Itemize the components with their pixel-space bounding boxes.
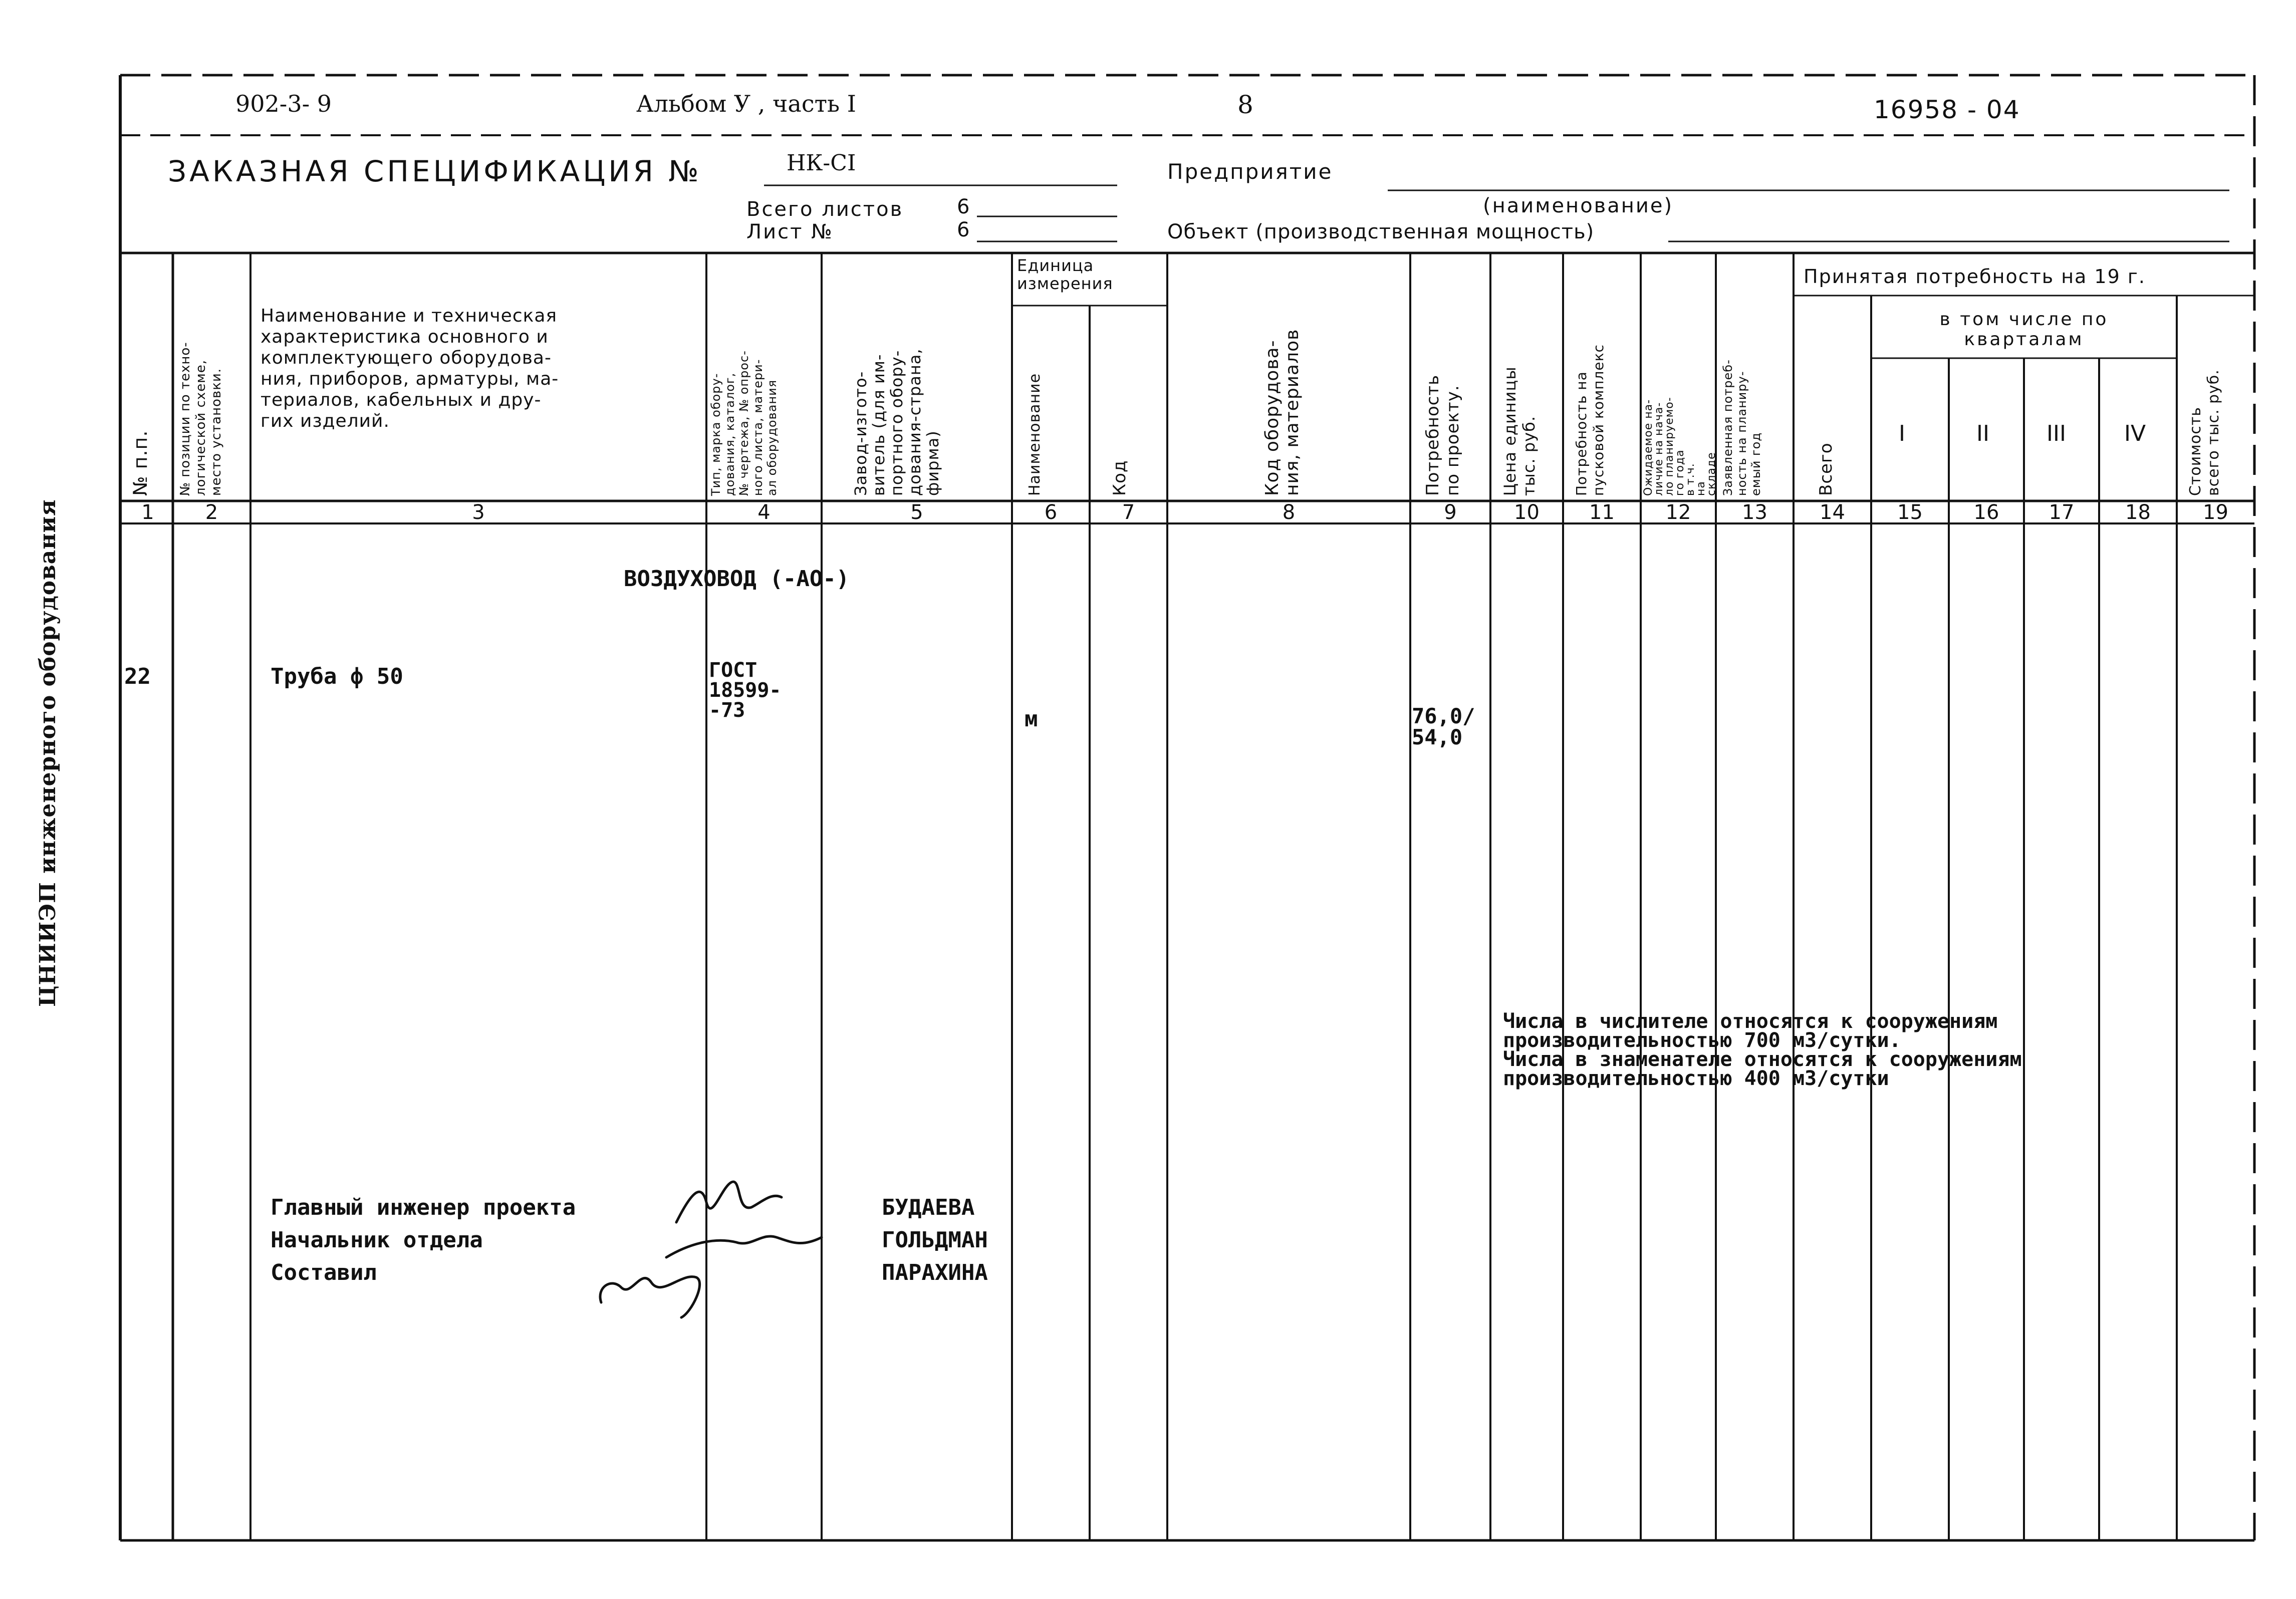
col-10-label: Цена единицы тыс. руб. xyxy=(1500,366,1539,496)
col-13-label: Заявленная потреб- ность на планиру- емый год xyxy=(1721,359,1763,496)
col-num-3: 3 xyxy=(472,501,485,524)
sheet-value: 6 xyxy=(957,218,971,241)
total-sheets-label: Всего листов xyxy=(746,198,904,221)
col-num-8: 8 xyxy=(1282,501,1296,524)
col-num-10: 10 xyxy=(1514,501,1540,524)
total-sheets-value: 6 xyxy=(957,195,971,218)
col-4-label: Тип, марка обору- дования, каталог, № чертежа, № опрос- ного листа, матери- ал оборудования xyxy=(709,350,779,496)
col-num-4: 4 xyxy=(757,501,771,524)
side-stamp: ЦНИИЭП инженерного оборудования xyxy=(35,499,61,1007)
col-num-19: 19 xyxy=(2203,501,2228,524)
note-line-3: Числа в знаменателе относятся к сооружениям xyxy=(1503,1048,2022,1071)
note-line-2: производительностью 700 м3/сутки. xyxy=(1503,1029,1901,1052)
row-number: 22 xyxy=(124,664,151,689)
col-11-label: Потребность на пусковой комплекс xyxy=(1573,344,1607,496)
signature-name-department-head: ГОЛЬДМАН xyxy=(882,1227,988,1253)
doc-number: 16958 - 04 xyxy=(1874,95,2020,124)
col-14-label: Всего xyxy=(1816,442,1836,496)
col-num-18: 18 xyxy=(2125,501,2151,524)
col-num-12: 12 xyxy=(1665,501,1691,524)
col-num-13: 13 xyxy=(1742,501,1767,524)
col-19-label: Стоимость всего тыс. руб. xyxy=(2187,369,2222,496)
row-type-line3: -73 xyxy=(709,699,745,722)
col-15-label: I xyxy=(1899,421,1905,446)
album-label: Альбом У , часть I xyxy=(636,90,856,117)
row-unit: м xyxy=(1025,706,1038,732)
sheet-label: Лист № xyxy=(746,220,834,243)
signature-name-chief-engineer: БУДАЕВА xyxy=(882,1195,975,1220)
page-number: 8 xyxy=(1237,90,1253,119)
col-num-16: 16 xyxy=(1973,501,1999,524)
col-12-label: Ожидаемое на- личие на нача- ло планируемо- го года в т.ч. на складе xyxy=(1642,397,1718,496)
col-num-14: 14 xyxy=(1820,501,1845,524)
row-need-line1: 76,0/ xyxy=(1412,704,1475,728)
unit-group-header: Единица измерения xyxy=(1017,256,1113,293)
naming-label: (наименование) xyxy=(1483,194,1674,217)
quarters-group-header: в том числе по кварталам xyxy=(1939,309,2109,350)
col-6-label: Наименование xyxy=(1026,373,1044,496)
section-title: ВОЗДУХОВОД (-АО-) xyxy=(624,566,850,592)
signature-role-chief-engineer: Главный инженер проекта xyxy=(271,1195,576,1220)
signature-role-compiler: Составил xyxy=(271,1260,377,1285)
col-5-label: Завод-изгото- витель (для им- портного обору- дования-страна, фирма) xyxy=(851,348,942,496)
col-17-label: III xyxy=(2047,421,2066,446)
col-num-17: 17 xyxy=(2049,501,2075,524)
col-num-11: 11 xyxy=(1589,501,1615,524)
col-3-label: Наименование и техническая характеристика основного и комплектующего оборудова- ния, приборов, арматуры, ма- териалов, кабельных и дру- гих изделий. xyxy=(261,306,559,431)
row-type-line2: 18599- xyxy=(709,679,782,702)
object-label: Объект (производственная мощность) xyxy=(1167,220,1595,243)
col-num-9: 9 xyxy=(1444,501,1457,524)
project-code: 902-3- 9 xyxy=(235,90,332,117)
accepted-group-header: Принятая потребность на 19 г. xyxy=(1804,265,2146,288)
col-num-7: 7 xyxy=(1122,501,1135,524)
col-num-5: 5 xyxy=(910,501,923,524)
col-8-label: Код оборудова- ния, материалов xyxy=(1262,329,1303,496)
row-type-line1: ГОСТ xyxy=(709,659,757,682)
col-9-label: Потребность по проекту. xyxy=(1423,374,1463,496)
note-line-1: Числа в числителе относятся к сооружениям xyxy=(1503,1010,1998,1033)
col-num-2: 2 xyxy=(205,501,218,524)
col-num-6: 6 xyxy=(1044,501,1058,524)
row-need-line2: 54,0 xyxy=(1412,725,1463,749)
row-item-name: Труба ф 50 xyxy=(271,664,403,689)
spec-number: НК-СI xyxy=(787,150,856,176)
col-1-label: № п.п. xyxy=(129,430,151,496)
spec-title: ЗАКАЗНАЯ СПЕЦИФИКАЦИЯ № xyxy=(168,154,702,188)
col-num-15: 15 xyxy=(1897,501,1923,524)
signature-name-compiler: ПАРАХИНА xyxy=(882,1260,988,1285)
col-2-label: № позиции по техно- логической схеме, место установки. xyxy=(178,342,224,496)
enterprise-label: Предприятие xyxy=(1167,159,1333,184)
col-num-1: 1 xyxy=(141,501,154,524)
col-16-label: II xyxy=(1976,421,1989,446)
note-line-4: производительностью 400 м3/сутки xyxy=(1503,1067,1889,1090)
col-7-label: Код xyxy=(1110,460,1130,496)
col-18-label: IV xyxy=(2124,421,2146,446)
signature-role-department-head: Начальник отдела xyxy=(271,1227,483,1253)
